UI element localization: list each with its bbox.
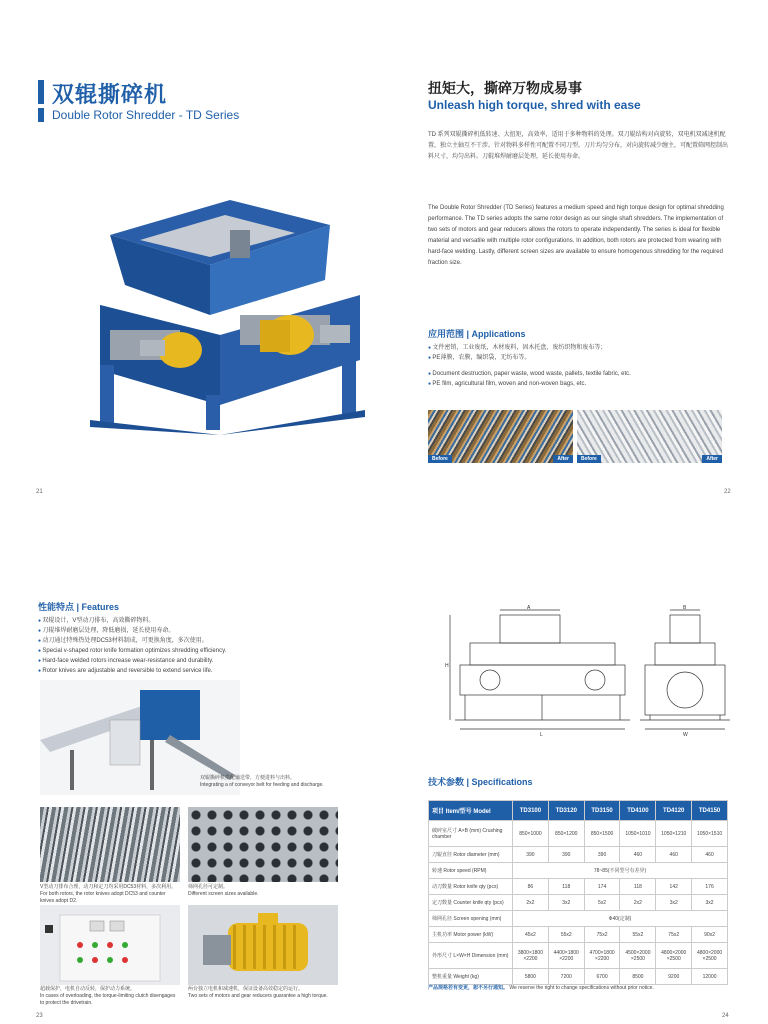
title-accent-bar — [38, 80, 44, 104]
table-cell: 2x2 — [620, 895, 656, 911]
table-header-row — [429, 801, 728, 821]
caption-cn: 两台独立电机和减速机，保证设备高效稳定的运行。 — [188, 986, 304, 992]
feature-item: ● 动刀通过特殊热处理DC53材料制成，可更换角度，多次使用。 — [38, 636, 338, 646]
page-number-24: 24 — [722, 1013, 729, 1019]
dimension-drawings — [445, 605, 735, 740]
table-cell: 176 — [692, 879, 728, 895]
table-row — [429, 847, 728, 863]
table-row — [429, 943, 728, 969]
feature-item: ● 刀辊堆焊耐磨层处理，降低磨损，延长使用寿命。 — [38, 626, 338, 636]
row-label: 定刀数量 Counter knife qty (pcs) — [429, 895, 513, 911]
table-cell: 2x2 — [513, 895, 549, 911]
table-cell: 86 — [513, 879, 549, 895]
slogan-cn: 扭矩大，撕碎万物成易事 — [428, 80, 582, 96]
caption-cn: 双辊撕碎机搭配输送带，方便进料与出料。 — [200, 775, 296, 781]
front-view-drawing — [450, 610, 630, 729]
application-item: ● 文件密销，工业废纸，木材废料，固木托盘，废纺织物和废布等； — [428, 343, 728, 353]
page-title-en: Double Rotor Shredder - TD Series — [52, 108, 240, 122]
table-cell: 5800 — [513, 969, 549, 985]
header-cell: TD3120 — [548, 801, 584, 821]
row-label: 筛网孔径 Screen opening (mm) — [429, 911, 513, 927]
motor-photo — [188, 905, 338, 985]
control-panel-photo — [40, 905, 180, 985]
table-cell: 3800×1800 ×2200 — [513, 943, 549, 969]
specifications-table — [428, 800, 728, 985]
table-cell: 850×1000 — [513, 821, 549, 847]
table-cell: 390 — [513, 847, 549, 863]
row-label: 转速 Rotor speed (RPM) — [429, 863, 513, 879]
application-item: ● PE film, agricultural film, woven and non-woven bags, etc. — [428, 379, 728, 389]
table-cell: 90x2 — [692, 927, 728, 943]
row-label: 整机重量 Weight (kg) — [429, 969, 513, 985]
dim-label-b: B — [683, 605, 687, 611]
dim-label-a: A — [527, 605, 531, 611]
screens-caption — [188, 884, 338, 898]
photo-cables-before-after — [428, 410, 573, 463]
table-cell-merged: 78~85(不同型号有差异) — [513, 863, 728, 879]
table-cell: 45x2 — [513, 927, 549, 943]
feature-item: ● Rotor knives are adjustable and reversible to extend service life. — [38, 666, 338, 676]
table-row — [429, 927, 728, 943]
caption-en: Integrating a of conveyor belt for feeding and discharge. — [200, 782, 324, 788]
subtitle-accent-bar — [38, 108, 44, 122]
table-cell: 75x2 — [584, 927, 620, 943]
before-tag: Before — [428, 455, 452, 463]
dim-label-l: L — [540, 732, 543, 738]
table-row — [429, 821, 728, 847]
motor-caption — [188, 986, 338, 1000]
table-cell: 4500×2000 ×2500 — [620, 943, 656, 969]
table-cell: 8500 — [620, 969, 656, 985]
double-rotor-shredder-illustration — [80, 195, 370, 435]
header-cell: TD3150 — [584, 801, 620, 821]
caption-en: For both rotors, the rotor knives adopt DC53 and counter knives adopt D2. — [40, 891, 166, 904]
row-label: 破碎室尺寸 A×B (mm) Crushing chamber — [429, 821, 513, 847]
caption-en: Different screen sizes available. — [188, 891, 259, 897]
row-label: 主机功率 Motor power (kW) — [429, 927, 513, 943]
table-row — [429, 863, 728, 879]
feature-item: ● 双辊设计，V型动刀排布，高效撕碎物料。 — [38, 616, 338, 626]
page-number-23: 23 — [36, 1013, 43, 1019]
side-view-drawing — [640, 610, 730, 729]
screen-mesh-photo — [188, 807, 338, 882]
table-cell: 6700 — [584, 969, 620, 985]
caption-en: Two sets of motors and gear reducers guarantee a high torque. — [188, 993, 328, 999]
after-tag: After — [553, 455, 573, 463]
table-cell: 75x2 — [656, 927, 692, 943]
table-cell: 5x2 — [584, 895, 620, 911]
table-cell: 4400×1800 ×2200 — [548, 943, 584, 969]
table-cell: 1050×1010 — [620, 821, 656, 847]
table-cell: 390 — [548, 847, 584, 863]
spec-note-cn: 产品规格若有变更，恕不另行通知。 — [428, 985, 509, 991]
slogan-en: Unleash high torque, shred with ease — [428, 98, 641, 112]
page-number-22: 22 — [724, 489, 731, 495]
photo-film-before-after — [577, 410, 722, 463]
table-cell: 1050×1210 — [656, 821, 692, 847]
table-cell: 174 — [584, 879, 620, 895]
table-cell: 4800×2000 ×2500 — [656, 943, 692, 969]
table-cell: 55x2 — [548, 927, 584, 943]
rotor-knives-photo — [40, 807, 180, 882]
table-cell: 3x2 — [548, 895, 584, 911]
before-tag: Before — [577, 455, 601, 463]
intro-paragraph-en: The Double Rotor Shredder (TD Series) features a medium speed and high torque design for optimal shredding performance. The TD series adopts the same rotor design as our single shaft shredders. The implementation of two sets of motors and gear reducers allows the rotors to operate independently. The series is ideal for flexible material and versatile with multiple rotor configurations. In addition, both rotors are protected from wearing with hard-face welding. Lastly, different screen sizes are available to ensure homogenous shredding for the required fraction size. — [428, 205, 724, 266]
feature-item: ● Hard-face welded rotors increase wear-resistance and durability. — [38, 656, 338, 666]
table-cell: 4800×2000 ×2500 — [692, 943, 728, 969]
table-cell: 9200 — [656, 969, 692, 985]
caption-cn: V型动刀排布合理，动刀和定刀均采用DC53材料，多次利用。 — [40, 884, 177, 890]
applications-list — [428, 343, 728, 389]
table-cell: 142 — [656, 879, 692, 895]
caption-cn: 超载保护，电机自动反转，保护动力系统。 — [40, 986, 136, 992]
features-title: 性能特点 | Features — [38, 602, 120, 612]
control-caption — [40, 986, 180, 1007]
table-row — [429, 969, 728, 985]
dim-label-h: H — [445, 663, 449, 669]
table-cell: 118 — [620, 879, 656, 895]
page-title-cn: 双辊撕碎机 — [52, 82, 168, 107]
table-cell: 1050×1510 — [692, 821, 728, 847]
table-cell: 3x2 — [656, 895, 692, 911]
application-item: ● PE薄膜，农膜，编织袋，无纺布等。 — [428, 353, 728, 363]
application-item: ● Document destruction, paper waste, wood waste, pallets, textile fabric, etc. — [428, 369, 728, 379]
header-cell: TD4100 — [620, 801, 656, 821]
table-cell: 850×1200 — [548, 821, 584, 847]
table-cell: 7200 — [548, 969, 584, 985]
table-cell: 12000 — [692, 969, 728, 985]
dim-label-w: W — [683, 732, 688, 738]
page-number-21: 21 — [36, 489, 43, 495]
header-cell: TD4120 — [656, 801, 692, 821]
row-label: 动刀数量 Rotor knife qty (pcs) — [429, 879, 513, 895]
table-row — [429, 879, 728, 895]
table-cell: 460 — [656, 847, 692, 863]
table-cell: 850×1500 — [584, 821, 620, 847]
table-cell: 55x2 — [620, 927, 656, 943]
conveyor-caption — [200, 775, 340, 789]
row-label: 刀辊直径 Rotor diameter (mm) — [429, 847, 513, 863]
table-cell: 3x2 — [692, 895, 728, 911]
knives-caption — [40, 884, 180, 905]
header-cell: TD4150 — [692, 801, 728, 821]
spec-note — [428, 984, 654, 991]
table-row — [429, 895, 728, 911]
after-tag: After — [702, 455, 722, 463]
caption-cn: 筛网孔径可定制。 — [188, 884, 229, 890]
table-cell: 4700×1800 ×2200 — [584, 943, 620, 969]
spec-note-en: We reserve the right to change specifications without prior notice. — [509, 985, 654, 991]
table-cell: 460 — [620, 847, 656, 863]
table-cell: 390 — [584, 847, 620, 863]
applications-title: 应用范围 | Applications — [428, 329, 526, 339]
specifications-title: 技术参数 | Specifications — [428, 777, 533, 787]
feature-item: ● Special v-shaped rotor knife formation optimizes shredding efficiency. — [38, 646, 338, 656]
table-cell: 118 — [548, 879, 584, 895]
header-cell: TD3100 — [513, 801, 549, 821]
table-cell: 460 — [692, 847, 728, 863]
row-label: 外形尺寸 L×W×H Dimension (mm) — [429, 943, 513, 969]
table-cell-merged: Ф40(定制) — [513, 911, 728, 927]
header-cell: 项目 Item/型号 Model — [429, 801, 513, 821]
intro-paragraph-cn: TD 系列双辊撕碎机低转速、大扭矩，高效率，适用于多种物料的处理。双刀辊结构对向旋转，双电机双减速机配置，独立主轴互不干涉。针对物料多样性可配置不同刀型。刀片均匀分布，对向旋转减少缠主，可配置筛网控制出料尺寸，均匀出料。刀辊堆焊耐磨层处理，延长使用寿命。 — [428, 132, 729, 160]
table-row — [429, 911, 728, 927]
features-list — [38, 616, 338, 676]
caption-en: In cases of overloading, the torque-limiting clutch disengages to protect the drivetrain. — [40, 993, 176, 1006]
